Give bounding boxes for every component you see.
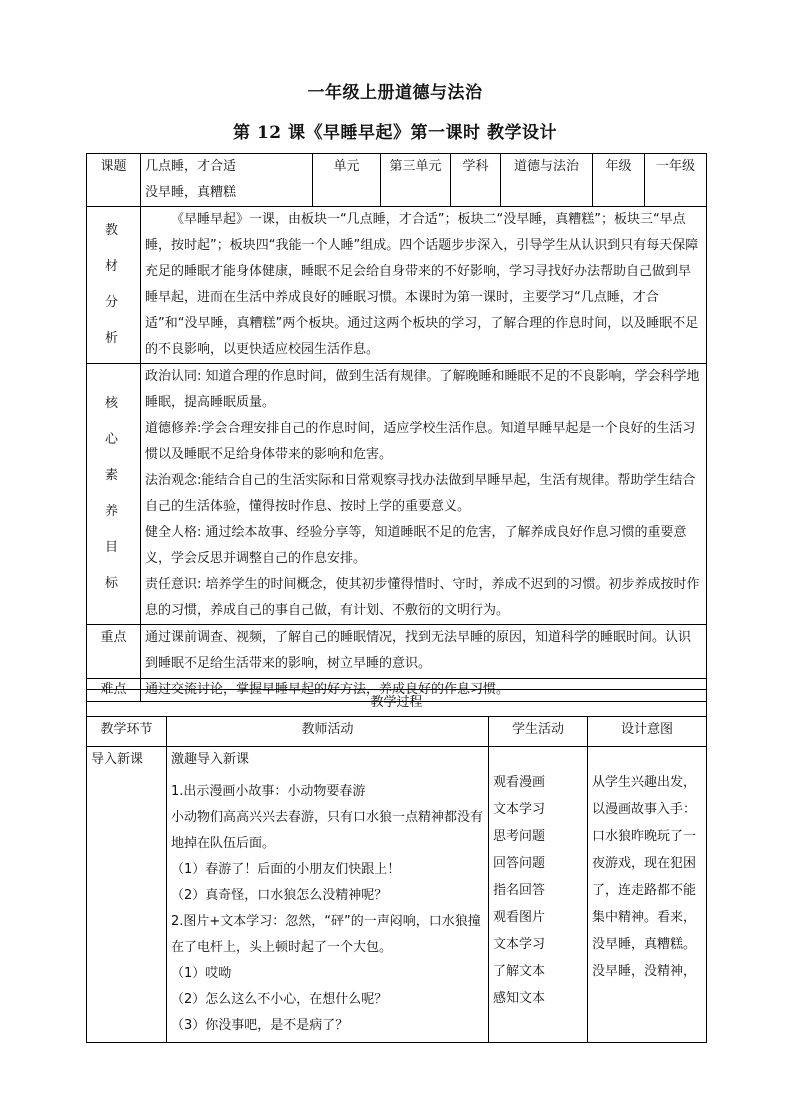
- process-row: [87, 747, 707, 1043]
- analysis-label: [87, 207, 141, 364]
- unit-value: 第三单元: [381, 154, 451, 207]
- teacher-line: （1）春游了！后面的小朋友们快跟上！: [171, 862, 401, 877]
- analysis-text: 《早睡早起》一课，由板块一“几点睡，才合适”；板块二“没早睡，真糟糕”；板块三“早点睡，按时起”；板块四“我能一个人睡”组成。四个话题步步深入，引导学生从认识到只有每天保障充足的睡眠才能身体健康，睡眠不足会给自身带来的不好影响，学习寻找好办法帮助自己做到早睡早起，进而在生活中养成良好的睡眠习惯。本课时为第一课时，主要学习“几点睡，才合适”和“没早睡，真糟糕”两个板块。通过这两个板块的学习，了解合理的作息时间，以及睡眠不足的不良影响，以更快适应校园生活作息。: [141, 207, 707, 364]
- teacher-line: （3）你没事吧，是不是病了？: [171, 1018, 349, 1033]
- topic-line-2: 没早睡，真糟糕: [145, 185, 237, 200]
- stage-cell: 导入新课: [87, 747, 167, 1043]
- core-label: [87, 364, 141, 625]
- core-label-line-3: 目标: [104, 540, 128, 591]
- student-activities: [489, 747, 588, 1043]
- process-title-row: [87, 690, 707, 717]
- subject-label: 学科: [451, 154, 501, 207]
- teacher-line: （2）真奇怪，口水狼怎么没精神呢？: [171, 888, 388, 903]
- analysis-label-line-2: 分析: [104, 295, 128, 346]
- header-stage: 教学环节: [87, 717, 167, 747]
- lesson-title: 第 12 课《早睡早起》第一课时 教学设计: [233, 123, 557, 143]
- goal-moral: 道德修养:学会合理安排自己的作息时间，适应学校生活作息。知道早睡早起是一个良好的生活习惯以及睡眠不足给身体带来的影响和危害。: [145, 421, 696, 462]
- topic-value: [141, 154, 313, 207]
- student-line: 文本学习: [493, 937, 546, 952]
- core-goals: [141, 364, 707, 625]
- goal-responsibility: 责任意识: 培养学生的时间概念，使其初步懂得惜时、守时，养成不迟到的习惯。初步养成按时作息的习惯，养成自己的事自己做，有计划、不敷衍的文明行为。: [145, 577, 700, 618]
- teacher-activities: [167, 747, 489, 1043]
- design-intent: 从学生兴趣出发，以漫画故事入手：口水狼昨晚玩了一夜游戏，现在犯困了，连走路都不能集中精神。看来，没早睡，真糟糕。没早睡，没精神，: [588, 747, 707, 1043]
- info-row: [87, 154, 707, 207]
- analysis-label-line-1: 教材: [104, 223, 128, 274]
- goal-personality: 健全人格: 通过绘本故事、经验分享等，知道睡眠不足的危害，了解养成良好作息习惯的重要意义，学会反思并调整自己的作息安排。: [145, 525, 687, 566]
- student-line: 观看漫画: [493, 775, 546, 790]
- key-text: 通过课前调查、视频，了解自己的睡眠情况，找到无法早睡的原因，知道科学的睡眠时间。认识到睡眠不足给生活带来的影响，树立早睡的意识。: [141, 625, 707, 679]
- header-teacher: 教师活动: [167, 717, 489, 747]
- goal-law: 法治观念:能结合自己的生活实际和日常观察寻找办法做到早睡早起，生活有规律。帮助学生结合自己的生活体验，懂得按时作息、按时上学的重要意义。: [145, 473, 696, 514]
- key-row: [87, 625, 707, 679]
- core-label-line-1: 核心: [104, 396, 128, 447]
- student-line: 了解文本: [493, 964, 546, 979]
- student-line: 思考问题: [493, 829, 546, 844]
- core-row: [87, 364, 707, 625]
- teacher-line: 1.出示漫画小故事：小动物要春游: [171, 784, 366, 799]
- student-line: 回答问题: [493, 856, 546, 871]
- topic-line-1: 几点睡，才合适: [145, 159, 237, 174]
- teacher-line: 小动物们高高兴兴去春游，只有口水狼一点精神都没有地掉在队伍后面。: [171, 810, 484, 851]
- key-label: 重点: [87, 625, 141, 679]
- analysis-row: [87, 207, 707, 364]
- unit-label: 单元: [313, 154, 381, 207]
- subject-value: 道德与法治: [501, 154, 593, 207]
- grade-value: 一年级: [645, 154, 707, 207]
- document-title: 一年级上册道德与法治: [307, 83, 483, 103]
- difficulty-text: 通过交流讨论，掌握早睡早起的好方法，养成良好的作息习惯。: [141, 679, 707, 702]
- core-label-line-2: 素养: [104, 468, 128, 519]
- header-intent: 设计意图: [588, 717, 707, 747]
- student-line: 文本学习: [493, 802, 546, 817]
- goal-political: 政治认同: 知道合理的作息时间，做到生活有规律。了解晚睡和睡眠不足的不良影响，学会科学地睡眠，提高睡眠质量。: [145, 369, 700, 410]
- student-line: 指名回答: [493, 883, 546, 898]
- topic-label: 课题: [87, 154, 141, 207]
- process-header-row: [87, 717, 707, 747]
- teacher-line: 2.图片+文本学习：忽然，“砰”的一声闷响，口水狼撞在了电杆上，头上顿时起了一个大包。: [171, 914, 481, 955]
- process-table: [86, 689, 707, 1043]
- teacher-line: 激趣导入新课: [171, 752, 250, 767]
- process-title: 教学过程: [87, 690, 707, 717]
- difficulty-label: 难点: [87, 679, 141, 702]
- teacher-line: （1）哎呦: [171, 966, 232, 981]
- student-line: 感知文本: [493, 991, 546, 1006]
- grade-label: 年级: [593, 154, 645, 207]
- student-line: 观看图片: [493, 910, 546, 925]
- header-student: 学生活动: [489, 717, 588, 747]
- lesson-info-table: [86, 153, 707, 702]
- teacher-line: （2）怎么这么不小心，在想什么呢？: [171, 992, 388, 1007]
